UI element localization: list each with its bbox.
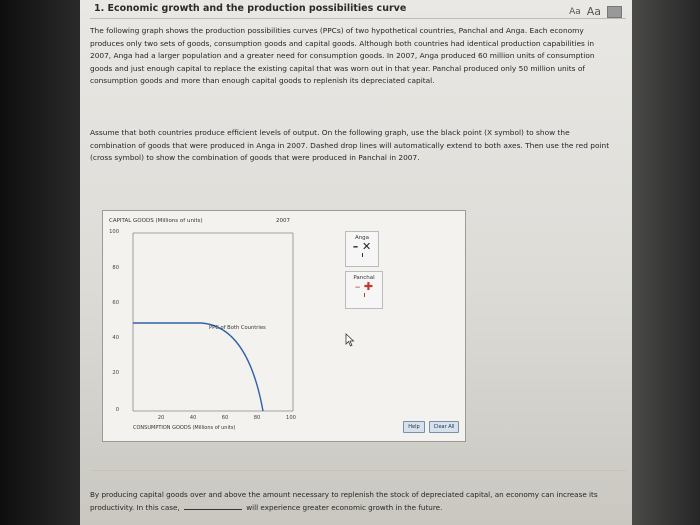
text-smaller-icon[interactable]: Aa — [569, 6, 581, 17]
ppc-graph[interactable] — [103, 211, 465, 441]
x-tick-labels — [158, 415, 296, 421]
section-divider — [90, 470, 626, 471]
y-tick-labels — [109, 229, 119, 413]
grid-icon[interactable] — [607, 6, 622, 18]
mouse-cursor-icon — [345, 333, 355, 347]
panchal-drop-tick — [364, 293, 365, 297]
text-size-controls — [569, 5, 622, 18]
y-tick-0: 0 — [115, 407, 119, 413]
photo-background-left — [0, 0, 80, 525]
anga-point-tool[interactable] — [345, 231, 379, 267]
y-tick-80: 80 — [112, 265, 119, 271]
year-label: 2007 — [276, 218, 290, 224]
question-screen — [80, 0, 632, 525]
y-tick-20: 20 — [112, 370, 119, 376]
anga-drop-tick — [362, 253, 363, 257]
clear-all-button[interactable]: Clear All — [429, 421, 459, 433]
x-tick-100: 100 — [286, 415, 296, 421]
cross-symbol-icon[interactable]: – ✚ — [354, 280, 374, 293]
panchal-legend-label: Panchal — [353, 275, 375, 281]
ppc-curve-label: PPC of Both Countries — [209, 325, 266, 331]
help-button[interactable]: Help — [403, 421, 425, 433]
instructions-paragraph: Assume that both countries produce efficient levels of output. On the following graph, use the black point (X symbol) to show the combination of goods that were produced in Anga in 2007. Dashed drop lines will automatically extend to both axes. Then use the red point (cross symbol) to show the combination of goods that were produced in Panchal in 2007. — [90, 128, 610, 163]
followup-text-after: will experience greater economic growth in the future. — [246, 503, 443, 512]
followup-question — [90, 488, 615, 514]
ppc-curve — [133, 323, 263, 411]
question-title: 1. Economic growth and the production possibilities curve — [94, 3, 407, 14]
x-tick-60: 60 — [221, 415, 229, 421]
intro-paragraph: The following graph shows the production possibilities curves (PPCs) of two hypothetical countries, Panchal and Anga. Each economy produces only two sets of goods, consumption goods and capital goods. Although both countries had identical production capabilities in 2007, Anga had a larger population and a greater need for consumption goods. In 2007, Anga produced 60 million units of consumption goods and just enough capital to replace the existing capital that was worn out in that year. Panchal produced only 50 million units of consumption goods and more than enough capital goods to replenish its depreciated capital. — [90, 26, 595, 86]
ppc-graph-panel[interactable] — [102, 210, 466, 442]
y-axis-title: CAPITAL GOODS (Millions of units) — [109, 218, 203, 224]
answer-dropdown[interactable] — [184, 501, 242, 510]
panchal-point-tool[interactable] — [345, 271, 383, 309]
y-tick-40: 40 — [112, 335, 119, 341]
y-tick-100: 100 — [109, 229, 119, 235]
followup-text-before: By producing capital goods over and above the amount necessary to replenish the stock of depreciated capital, an economy can increase its productivity. In this case, — [90, 490, 598, 512]
y-tick-60: 60 — [112, 300, 119, 306]
x-axis-title: CONSUMPTION GOODS (Millions of units) — [133, 425, 236, 431]
anga-legend-label: Anga — [354, 235, 370, 241]
x-tick-40: 40 — [189, 415, 197, 421]
x-symbol-icon[interactable]: – ✕ — [352, 240, 372, 253]
photo-background-right — [632, 0, 700, 525]
text-larger-icon[interactable]: Aa — [586, 5, 601, 18]
x-tick-20: 20 — [157, 415, 165, 421]
x-tick-80: 80 — [253, 415, 261, 421]
title-divider — [90, 18, 626, 19]
